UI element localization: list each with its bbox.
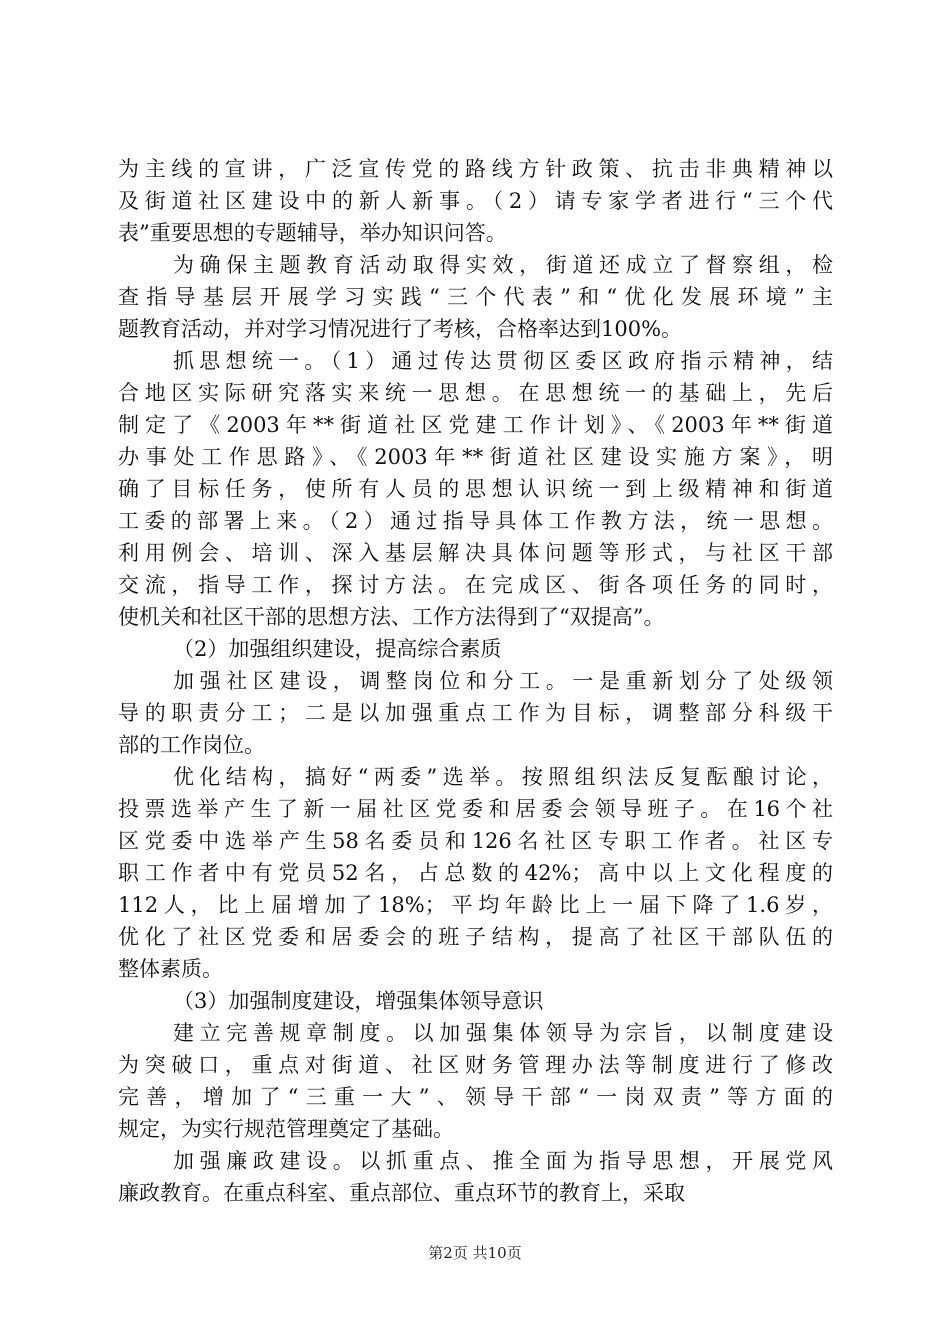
text-line: 部的工作岗位。 [118, 733, 265, 757]
text-line: 合地区实际研究落实来统一思想。在思想统一的基础上，先后 [118, 381, 833, 405]
paragraph [118, 249, 833, 345]
text-line: 导的职责分工；二是以加强重点工作为目标，调整部分科级干 [118, 701, 833, 725]
text-line: 确了目标任务，使所有人员的思想认识统一到上级精神和街道 [118, 477, 833, 501]
paragraph [118, 1145, 833, 1209]
paragraph [118, 665, 833, 761]
text-line: 查指导基层开展学习实践“三个代表”和“优化发展环境”主 [118, 285, 833, 309]
text-line: 规定，为实行规范管理奠定了基础。 [118, 1117, 454, 1141]
text-line: （3）加强制度建设，增强集体领导意识 [173, 989, 544, 1013]
paragraph [118, 153, 833, 249]
text-line: 抓思想统一。（1）通过传达贯彻区委区政府指示精神，结 [173, 349, 833, 373]
text-line: 利用例会、培训、深入基层解决具体问题等形式，与社区干部 [118, 541, 833, 565]
text-line: 投票选举产生了新一届社区党委和居委会领导班子。在16个社 [118, 797, 833, 821]
section-heading [118, 633, 833, 665]
text-line: 表”重要思想的专题辅导，举办知识问答。 [118, 221, 507, 245]
section-heading [118, 985, 833, 1017]
page-footer: 第2页 共10页 [428, 1244, 522, 1262]
text-line: 为主线的宣讲，广泛宣传党的路线方针政策、抗击非典精神以 [118, 157, 833, 181]
text-line: 优化了社区党委和居委会的班子结构，提高了社区干部队伍的 [118, 925, 833, 949]
text-line: 为突破口，重点对街道、社区财务管理办法等制度进行了修改 [118, 1053, 833, 1077]
text-line: 职工作者中有党员52名，占总数的42%；高中以上文化程度的 [118, 861, 833, 885]
text-line: 完善，增加了“三重一大”、领导干部“一岗双责”等方面的 [118, 1085, 833, 1109]
text-line: （2）加强组织建设，提高综合素质 [173, 637, 502, 661]
text-line: 及街道社区建设中的新人新事。（2）请专家学者进行“三个代 [118, 189, 833, 213]
text-line: 为确保主题教育活动取得实效，街道还成立了督察组，检 [173, 253, 833, 277]
document-body [118, 153, 833, 1209]
text-line: 整体素质。 [118, 957, 223, 981]
text-line: 优化结构，搞好“两委”选举。按照组织法反复酝酿讨论， [173, 765, 833, 789]
text-line: 题教育活动，并对学习情况进行了考核，合格率达到100%。 [118, 317, 683, 341]
text-line: 廉政教育。在重点科室、重点部位、重点环节的教育上，采取 [118, 1181, 685, 1205]
paragraph [118, 1017, 833, 1145]
text-line: 使机关和社区干部的思想方法、工作方法得到了“双提高”。 [118, 605, 665, 629]
text-line: 加强社区建设，调整岗位和分工。一是重新划分了处级领 [173, 669, 833, 693]
text-line: 建立完善规章制度。以加强集体领导为宗旨，以制度建设 [173, 1021, 833, 1045]
paragraph [118, 761, 833, 985]
text-line: 加强廉政建设。以抓重点、推全面为指导思想，开展党风 [173, 1149, 833, 1173]
text-line: 工委的部署上来。（2）通过指导具体工作教方法，统一思想。 [118, 509, 833, 533]
text-line: 办事处工作思路》、《2003年**街道社区建设实施方案》，明 [118, 445, 833, 469]
text-line: 交流，指导工作，探讨方法。在完成区、街各项任务的同时， [118, 573, 833, 597]
text-line: 区党委中选举产生58名委员和126名社区专职工作者。社区专 [118, 829, 833, 853]
text-line: 制定了《2003年**街道社区党建工作计划》、《2003年**街道 [118, 413, 833, 437]
text-line: 112人，比上届增加了18%；平均年龄比上一届下降了1.6岁， [118, 893, 833, 917]
paragraph [118, 345, 833, 633]
